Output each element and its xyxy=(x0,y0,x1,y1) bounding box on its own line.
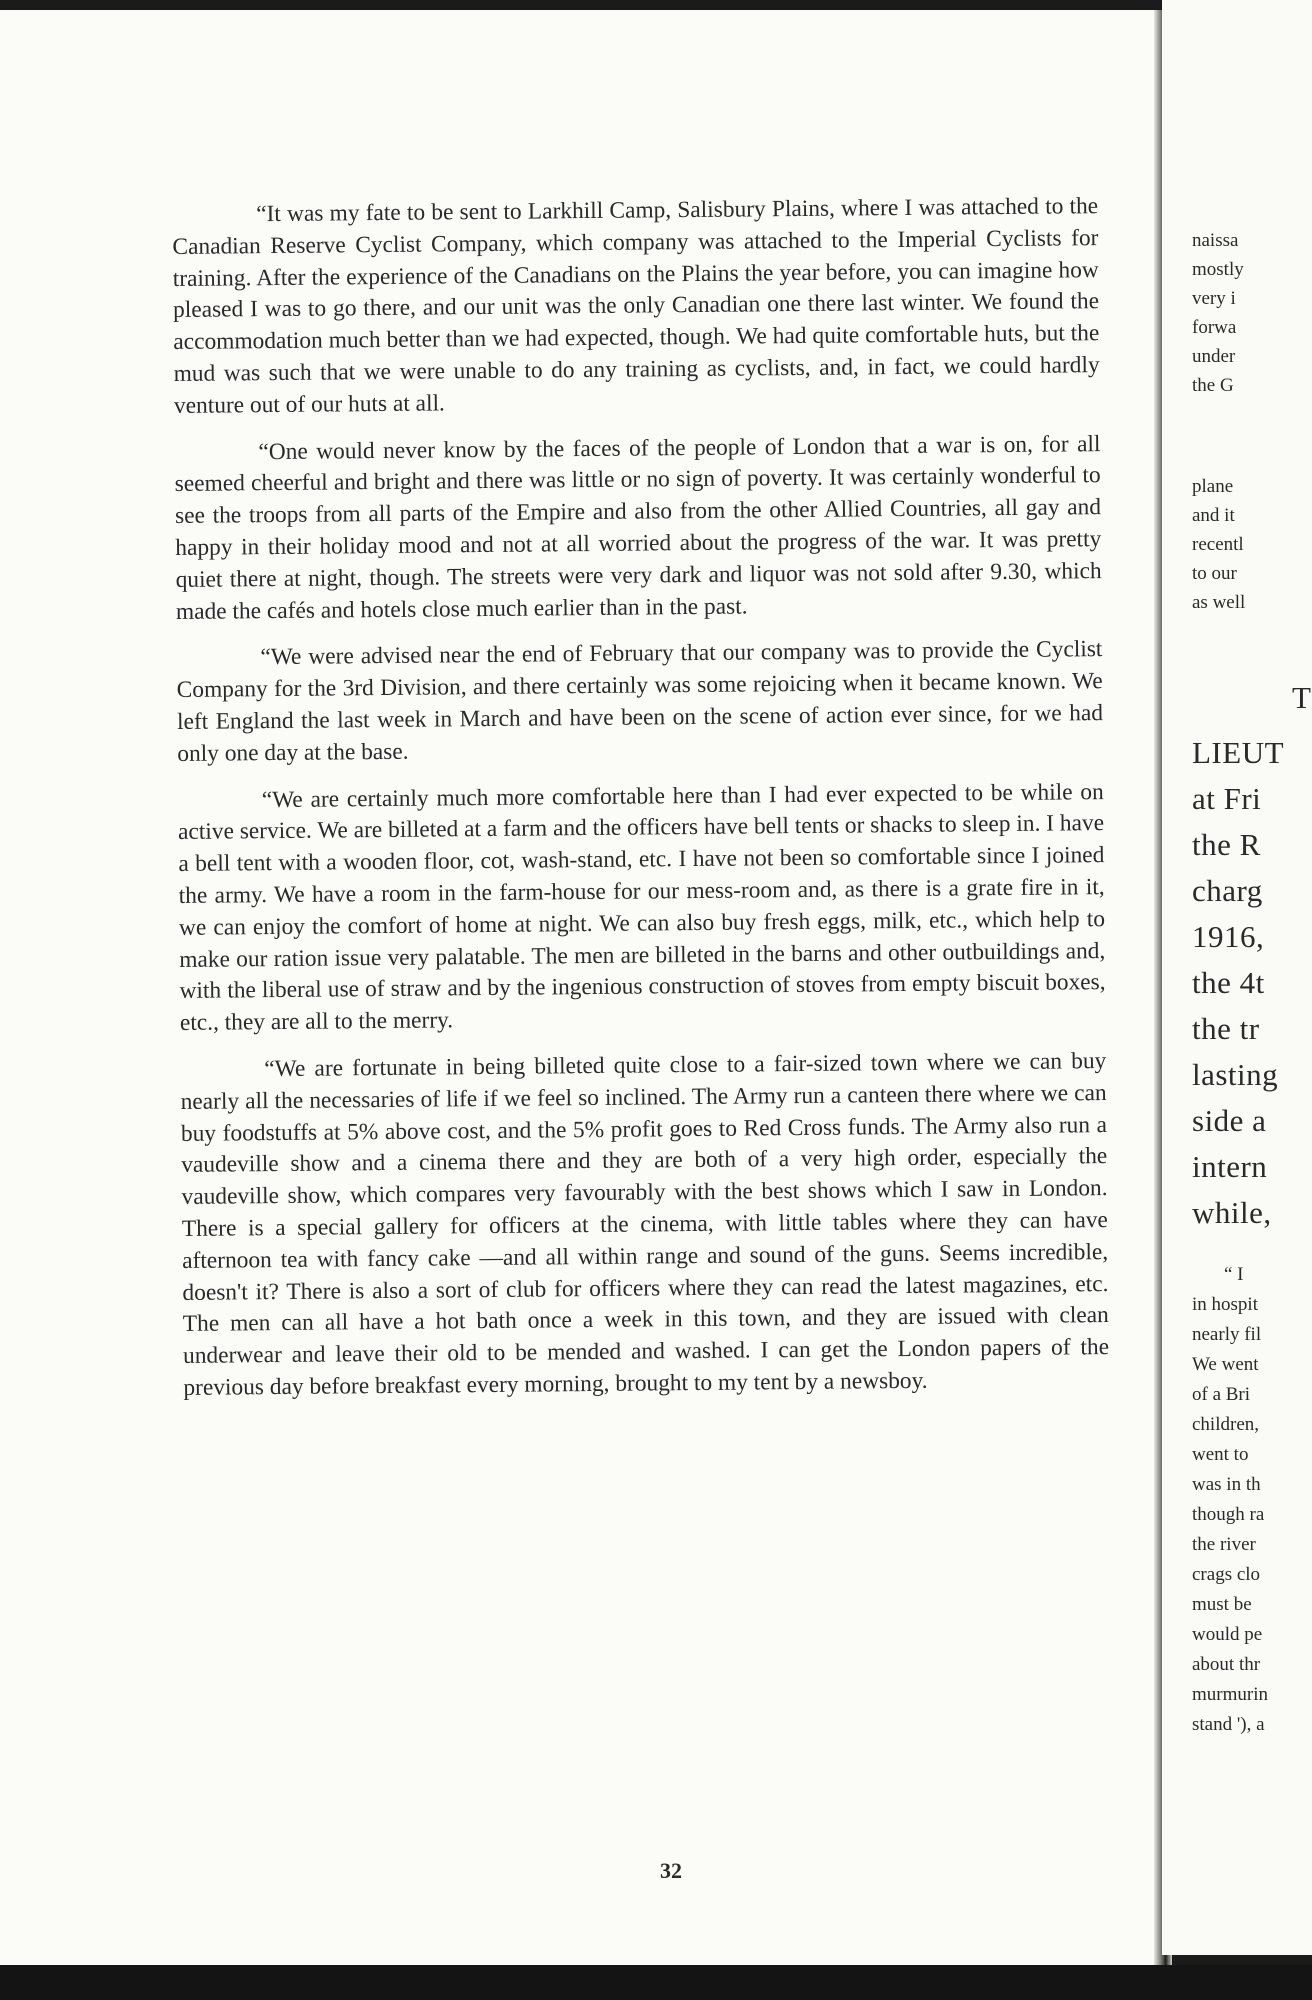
right-line: the G xyxy=(1192,375,1234,396)
right-line: though ra xyxy=(1192,1504,1265,1525)
right-line: recentl xyxy=(1192,534,1244,555)
paragraph-billets: “We are certainly much more comfortable here than I had ever expected to be while on active service. We are billeted at a farm and the officers have bell tents or shacks to sleep in. I have a bell tent with a wooden floor, cot, wash-stand, etc. I have not been so comfortable since I joined the army. We have a room in the farm-house for our mess-room and, as there is a grate fire in it, we can enjoy the comfort of home at night. We can also buy fresh eggs, milk, etc., which help to make our ration issue very palatable. The men are billeted in the barns and other outbuildings and, with the liberal use of straw and by the ingenious construction of stoves from empty biscuit boxes, etc., they are all to the merry. xyxy=(177,778,1106,1037)
left-page xyxy=(0,10,1160,1965)
dropcap: T xyxy=(1292,680,1312,715)
right-line: intern xyxy=(1192,1149,1268,1184)
right-line: the tr xyxy=(1192,1011,1260,1046)
paragraph-larkhill: “It was my fate to be sent to Larkhill Camp, Salisbury Plains, where I was attached to the Canadian Reserve Cyclist Company, which company was attached to the Imperial Cyclists for training. After the experience of the Canadians on the Plains the year before, you can imagine how pleased I was to go there, and our unit was the only Canadian one there last winter. We found the accommodation much better than we had expected, though. We had quite comfortable huts, but the mud was such that we were unable to do any training as cyclists, and, in fact, we could hardly venture out of our huts at all. xyxy=(172,193,1100,419)
right-line: LIEUT xyxy=(1192,735,1285,770)
right-line: as well xyxy=(1192,592,1246,613)
right-line: while, xyxy=(1192,1195,1272,1230)
right-line: “ I xyxy=(1224,1264,1244,1285)
paragraph-london: “One would never know by the faces of the people of London that a war is on, for all seemed cheerful and bright and there was little or no sign of poverty. It was certainly wonderful to see the troops from all parts of the Empire and also from the other Allied Countries, all gay and happy in their holiday mood and not at all worried about the progress of the war. It was pretty quiet there at night, though. The streets were very dark and liquor was not sold after 9.30, which made the cafés and hotels close much earlier than in the past. xyxy=(174,430,1102,625)
right-line: naissa xyxy=(1192,230,1239,251)
left-page-text xyxy=(172,191,1110,1420)
right-line: crags clo xyxy=(1192,1564,1261,1585)
right-line: of a Bri xyxy=(1192,1384,1251,1405)
right-line: to our xyxy=(1192,563,1237,584)
right-line: would pe xyxy=(1192,1624,1263,1645)
right-line: children, xyxy=(1192,1414,1260,1435)
right-line: We went xyxy=(1192,1354,1259,1375)
right-line: was in th xyxy=(1192,1474,1261,1495)
right-line: in hospit xyxy=(1192,1294,1258,1315)
right-line: very i xyxy=(1192,288,1236,309)
right-line: forwa xyxy=(1192,317,1237,338)
right-line: mostly xyxy=(1192,259,1244,280)
right-line: lasting xyxy=(1192,1057,1279,1092)
right-line: the river xyxy=(1192,1534,1256,1555)
right-line: side a xyxy=(1192,1103,1267,1138)
right-page xyxy=(1162,0,1312,1955)
right-line: plane xyxy=(1192,476,1234,497)
scan-border xyxy=(0,1965,1312,2000)
right-line: went to xyxy=(1192,1444,1249,1465)
right-line: at Fri xyxy=(1192,781,1262,816)
right-line: the R xyxy=(1192,827,1261,862)
right-line: about thr xyxy=(1192,1654,1261,1675)
right-line: nearly fil xyxy=(1192,1324,1262,1345)
paragraph-town: “We are fortunate in being billeted quite close to a fair-sized town where we can buy nearly all the necessaries of life if we feel so inclined. The Army run a canteen there where we can buy foodstuffs at 5% above cost, and the 5% profit goes to Red Cross funds. The Army also run a vaudeville show and a cinema there and they are both of a very high order, especially the vaudeville show, which compares very favourably with the best shows which I saw in London. There is a special gallery for officers at the cinema, with little tables where they can have afternoon tea with fancy cake —and all within range and sound of the guns. Seems incredible, doesn't it? There is also a sort of club for officers where they can read the latest magazines, etc. The men can all have a hot bath once a week in this town, and they are issued with clean underwear and leave their old to be mended and washed. I can get the London papers of the previous day before breakfast every morning, brought to my tent by a newsboy. xyxy=(180,1047,1110,1401)
page-number: 32 xyxy=(660,1858,682,1883)
right-line: and it xyxy=(1192,505,1235,526)
paragraph-february: “We were advised near the end of February that our company was to provide the Cyclist Company for the 3rd Division, and there certainly was some rejoicing when it became known. We left England the last week in March and have been on the scene of action ever since, for we had only one day at the base. xyxy=(176,636,1104,767)
right-line: must be xyxy=(1192,1594,1252,1615)
right-line: 1916, xyxy=(1192,919,1265,954)
right-line: the 4t xyxy=(1192,965,1265,1000)
right-line: murmurin xyxy=(1192,1684,1268,1705)
right-line: stand '), a xyxy=(1192,1714,1265,1735)
right-line: under xyxy=(1192,346,1236,367)
right-line: charg xyxy=(1192,873,1263,908)
